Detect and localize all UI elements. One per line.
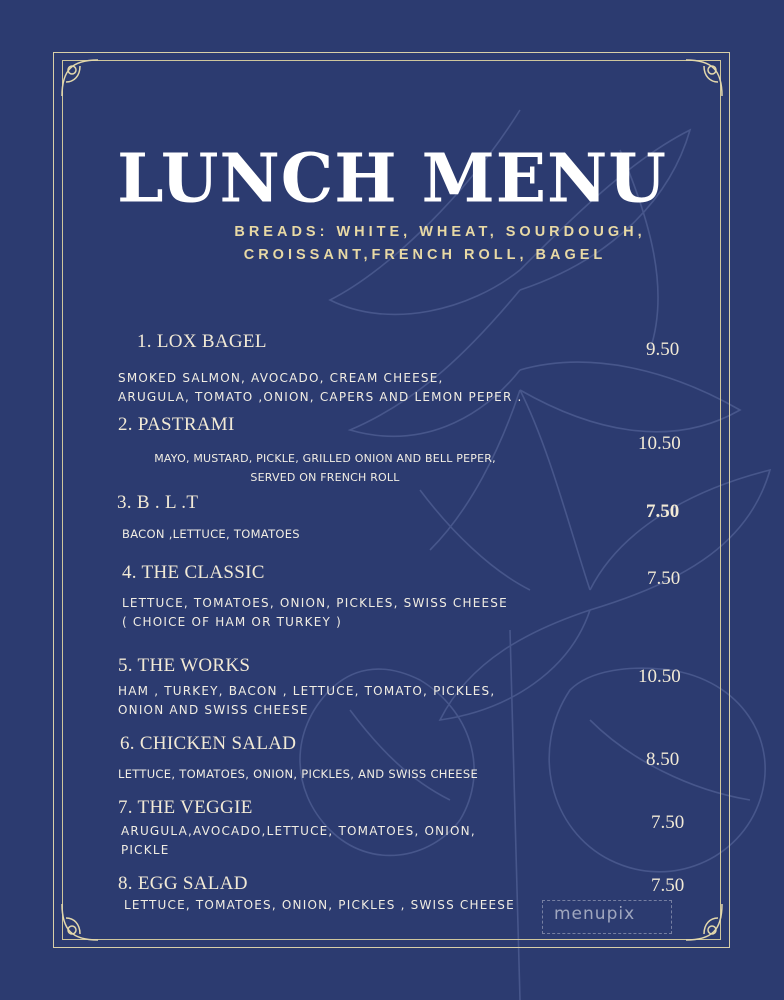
item-description-line: BACON ,LETTUCE, TOMATOES xyxy=(122,527,300,541)
item-price: 7.50 xyxy=(647,568,681,589)
item-description-line: HAM , TURKEY, BACON , LETTUCE, TOMATO, PICKLES, xyxy=(118,684,496,698)
item-name: 2. PASTRAMI xyxy=(118,414,235,435)
watermark-logo xyxy=(540,898,680,938)
item-name: 6. CHICKEN SALAD xyxy=(120,733,297,754)
item-description xyxy=(121,822,476,860)
item-description-line: SMOKED SALMON, AVOCADO, CREAM CHEESE, xyxy=(118,371,444,385)
item-description-line: ONION AND SWISS CHEESE xyxy=(118,703,309,717)
item-price: 10.50 xyxy=(638,433,681,454)
item-description-line: PICKLE xyxy=(121,843,170,857)
watermark-text: menupix xyxy=(554,904,636,924)
item-price: 7.50 xyxy=(651,875,685,896)
item-description-line: ARUGULA, TOMATO ,ONION, CAPERS AND LEMON PEPER . xyxy=(118,390,523,404)
item-price: 10.50 xyxy=(638,666,681,687)
item-description-line: LETTUCE, TOMATOES, ONION, PICKLES , SWISS CHEESE xyxy=(124,898,515,912)
item-price: 9.50 xyxy=(646,339,680,360)
item-description-line: LETTUCE, TOMATOES, ONION, PICKLES, SWISS CHEESE xyxy=(122,596,508,610)
item-description-line: LETTUCE, TOMATOES, ONION, PICKLES, AND SWISS CHEESE xyxy=(118,767,479,781)
menu-title: LUNCH MENU xyxy=(117,138,667,218)
item-price: 7.50 xyxy=(646,501,680,522)
item-description xyxy=(122,594,508,632)
breads-line-1: BREADS: WHITE, WHEAT, SOURDOUGH, xyxy=(234,224,646,240)
item-description xyxy=(145,449,505,487)
corner-ornament-icon xyxy=(676,894,726,944)
item-name: 1. LOX BAGEL xyxy=(137,331,267,352)
item-description-line: MAYO, MUSTARD, PICKLE, GRILLED ONION AND BELL PEPER, xyxy=(154,452,496,465)
item-description-line: ARUGULA,AVOCADO,LETTUCE, TOMATOES, ONION, xyxy=(121,824,476,838)
corner-ornament-icon xyxy=(58,894,108,944)
item-description xyxy=(122,525,300,544)
item-name: 8. EGG SALAD xyxy=(118,873,248,894)
item-name: 4. THE CLASSIC xyxy=(122,562,265,583)
item-description xyxy=(118,369,523,407)
corner-ornament-icon xyxy=(676,56,726,106)
item-name: 7. THE VEGGIE xyxy=(118,797,253,818)
item-description-line: SERVED ON FRENCH ROLL xyxy=(250,471,400,484)
item-description-line: ( CHOICE OF HAM OR TURKEY ) xyxy=(122,615,342,629)
breads-line xyxy=(170,221,710,267)
breads-line-2: CROISSANT,FRENCH ROLL, BAGEL xyxy=(243,247,607,263)
item-description xyxy=(124,896,515,915)
item-description xyxy=(118,682,495,720)
item-price: 7.50 xyxy=(651,812,685,833)
item-price: 8.50 xyxy=(646,749,680,770)
item-description xyxy=(118,765,478,784)
item-name: 3. B . L .T xyxy=(117,492,199,513)
item-name: 5. THE WORKS xyxy=(118,655,251,676)
corner-ornament-icon xyxy=(58,56,108,106)
